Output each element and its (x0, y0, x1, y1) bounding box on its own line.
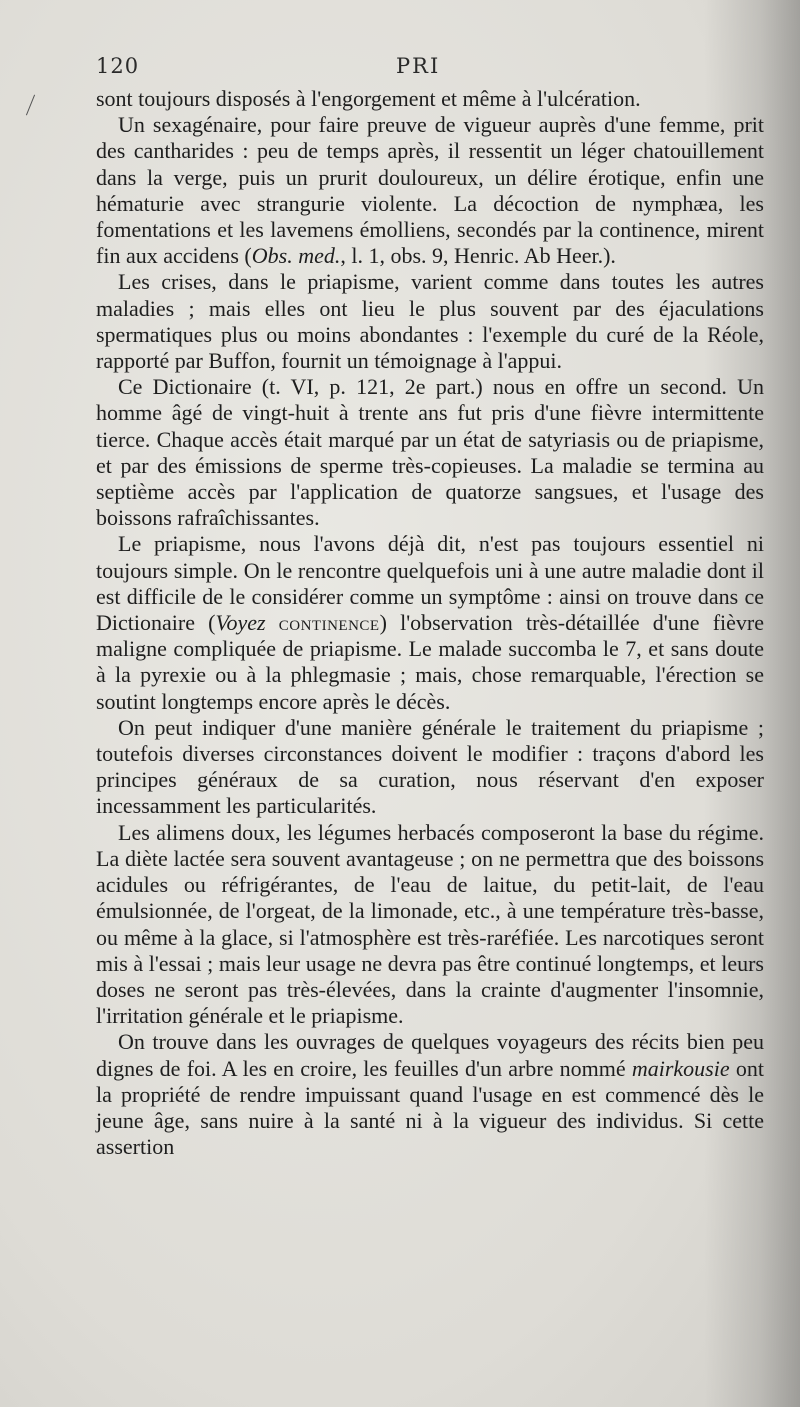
paragraph-sexagenaire (96, 112, 764, 269)
paragraph-text: Ce Dictionaire (t. VI, p. 121, 2e part.) nous en offre un second. Un homme âgé de vingt-huit à trente ans fut pris d'une fièvre intermittente tierce. Chaque accès était marqué par un état de satyriasis ou de priapisme, et par des émissions de sperme très-copieuses. La maladie se termina au septième accès par l'application de quatorze sangsues, et l'usage des boissons rafraîchissantes. (96, 374, 764, 531)
body-text (96, 86, 764, 1160)
paragraph-text-a: Le priapisme, nous l'avons déjà dit, n'est pas toujours essentiel ni toujours simple. On le rencontre quelquefois uni à une autre maladie dont il est difficile de le considérer comme un symptôme : ainsi on trouve dans ce Dictionaire ( (96, 531, 764, 636)
citation-rest: , l. 1, obs. 9, Henric. Ab Heer.). (340, 243, 616, 269)
paragraph-priapisme-essentiel (96, 531, 764, 714)
paragraph-regime (96, 820, 764, 1030)
paragraph-dictionaire (96, 374, 764, 531)
paragraph-text: Les crises, dans le priapisme, varient comme dans toutes les autres maladies ; mais elles ont lieu le plus souvent par des éjaculations spermatiques plus ou moins abondantes : l'exemple du curé de la Réole, rapporté par Buffon, fournit un témoignage à l'appui. (96, 269, 764, 374)
paragraph-text: Les alimens doux, les légumes herbacés composeront la base du régime. La diète lactée sera souvent avantageuse ; on ne permettra que des boissons acidules ou réfrigérantes, de l'eau de laitue, du petit-lait, de l'eau émulsionnée, de l'orgeat, de la limonade, etc., à une température très-basse, ou même à la glace, si l'atmosphère est très-raréfiée. Les narcotiques seront mis à l'essai ; mais leur usage ne devra pas être continué longtemps, et leurs doses ne seront pas très-élevées, dans la crainte d'augmenter l'insomnie, l'irritation générale et le priapisme. (96, 819, 764, 1029)
running-title: PRI (396, 54, 441, 78)
plant-name-italic: mairkousie (631, 1055, 730, 1081)
margin-pencil-mark (26, 95, 35, 116)
paragraph-text-b: ) l'observation très-détaillée d'une fièvre maligne compliquée de priapisme. Le malade succomba le 7, et sans doute à la pyrexie ou à la phlegmasie ; mais, chose remarquable, l'érection se soutint longtemps encore après le décès. (96, 610, 764, 714)
cross-reference-smallcaps: continence (278, 610, 380, 636)
paragraph-continuation (96, 86, 764, 112)
page-number: 120 (96, 54, 140, 78)
paragraph-text: sont toujours disposés à l'engorgement et même à l'ulcération. (96, 86, 641, 111)
citation-italic: Obs. med. (251, 243, 341, 269)
paragraph-text: Un sexagénaire, pour faire preuve de vigueur auprès d'une femme, prit des cantharides : peu de temps après, il ressentit un léger chatouillement dans la verge, puis un prurit douloureux, un délire érotique, enfin une hématurie avec strangurie violente. La décoction de nymphæa, les fomentations et les lavemens émolliens, secondés par la continence, mirent fin aux accidens ( (96, 112, 764, 269)
running-head (96, 54, 760, 84)
paragraph-voyageurs (96, 1029, 764, 1160)
paragraph-text-a: On trouve dans les ouvrages de quelques voyageurs des récits bien peu dignes de foi. A les en croire, les feuilles d'un arbre nommé (96, 1029, 764, 1081)
paragraph-traitement (96, 715, 764, 820)
paragraph-text: On peut indiquer d'une manière générale le traitement du priapisme ; toutefois diverses circonstances doivent le modifier : traçons d'abord les principes généraux de sa curation, nous réservant d'en exposer incessamment les particularités. (96, 714, 764, 819)
cross-reference-italic: Voyez (215, 610, 266, 636)
paragraph-text-b: ont la propriété de rendre impuissant quand l'usage en est commencé dès le jeune âge, sans nuire à la santé ni à la vigueur des individus. Si cette assertion (96, 1055, 764, 1160)
paragraph-crises (96, 269, 764, 374)
